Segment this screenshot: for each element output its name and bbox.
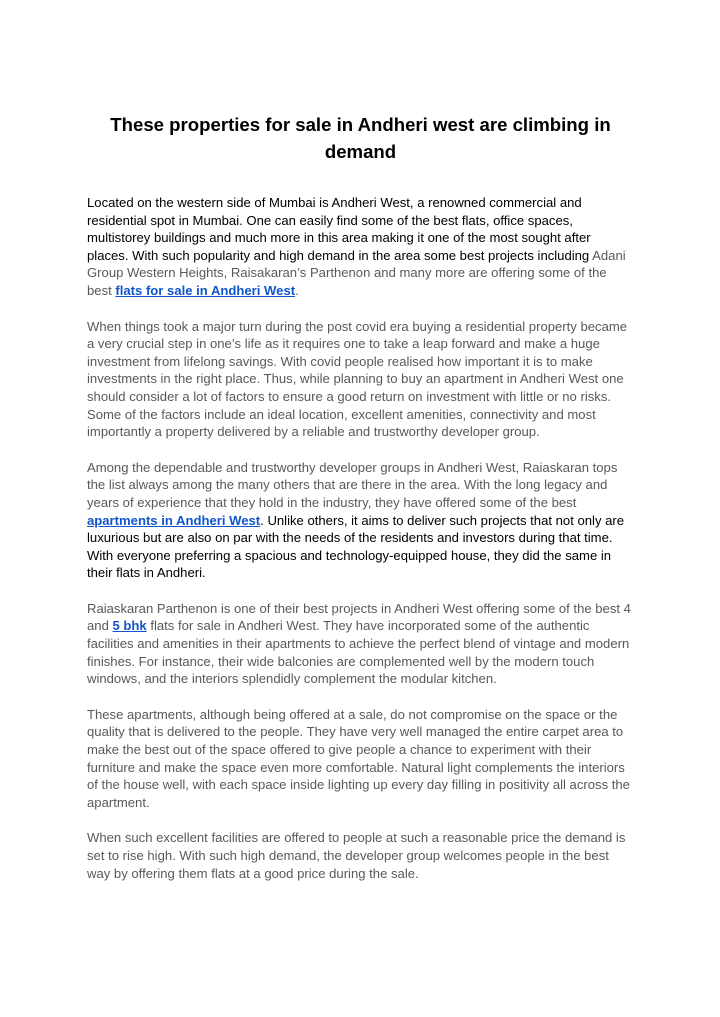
paragraph-covid-investment: When things took a major turn during the post covid era buying a residential property became a very crucial step in one’s life as it requires one to take a leap forward and make a huge investment from lifelong savings. With covid people realised how important it is to make investments in the right place. Thus, while planning to buy an apartment in Andheri West one should consider a lot of factors to ensure a good return on investment with little or no risks. Some of the factors include an ideal location, excellent amenities, connectivity and most importantly a property delivered by a reliable and trustworthy developer group. [87, 318, 628, 440]
paragraph-developer-groups-text-a: Among the dependable and trustworthy developer groups in Andheri West, Raiaskaran tops the list always among the many others that are there in the area. With the long legacy and years of experience that they hold in the industry, they have offered some of the best [87, 459, 618, 510]
paragraph-apartment-space: These apartments, although being offered at a sale, do not compromise on the space or the quality that is delivered to the people. They have very well managed the entire carpet area to make the best out of the space offered to give people a chance to experiment with their furniture and make the space even more comfortable. Natural light complements the interiors of the house well, with each space inside lighting up every day filling in positivity all across the apartment. [87, 706, 630, 810]
paragraph-intro-text-a: Located on the western side of Mumbai is Andheri West, a renowned commercial and residential spot in Mumbai. One can easily find some of the best flats, office spaces, multistorey buildings and much more in this area making it one of the most sought after places. With such popularity and high demand in the area some best projects including [87, 195, 593, 263]
paragraph-intro [87, 194, 634, 300]
paragraph-developer-groups-text-b: . Unlike others, it aims to deliver such projects that not only are luxurious but are also on par with the needs of the residents and investors during that time. With everyone preferring a spacious and technology-equipped house, they did the same in their flats in Andheri. [87, 512, 625, 581]
paragraph-intro-text-c: . [295, 282, 299, 298]
link-apartments-andheri-west[interactable]: apartments in Andheri West [87, 512, 261, 528]
paragraph-intro-text-b: Adani Group Western Heights, Raisakaran’s Parthenon and many more are offering some of the best [87, 247, 626, 298]
link-flats-for-sale-andheri-west[interactable]: flats for sale in Andheri West [115, 282, 296, 298]
paragraph-developer-groups [87, 459, 634, 582]
paragraph-parthenon [87, 600, 634, 688]
paragraph-parthenon-text-b: flats for sale in Andheri West. They have incorporated some of the authentic facilities and amenities in their apartments to achieve the perfect blend of vintage and modern finishes. For instance, their wide balconies are complemented well by the modern touch windows, and the interiors splendidly complement the modular kitchen. [87, 618, 630, 687]
paragraph-parthenon-text-a: Raiaskaran Parthenon is one of their best projects in Andheri West offering some of the best 4 and [87, 600, 631, 634]
paragraph-demand: When such excellent facilities are offered to people at such a reasonable price the demand is set to rise high. With such high demand, the developer group welcomes people in the best way by offering them flats at a good price during the sale. [87, 830, 626, 881]
document-title: These properties for sale in Andheri west are climbing in demand [110, 114, 611, 162]
link-5-bhk[interactable]: 5 bhk [112, 618, 147, 634]
